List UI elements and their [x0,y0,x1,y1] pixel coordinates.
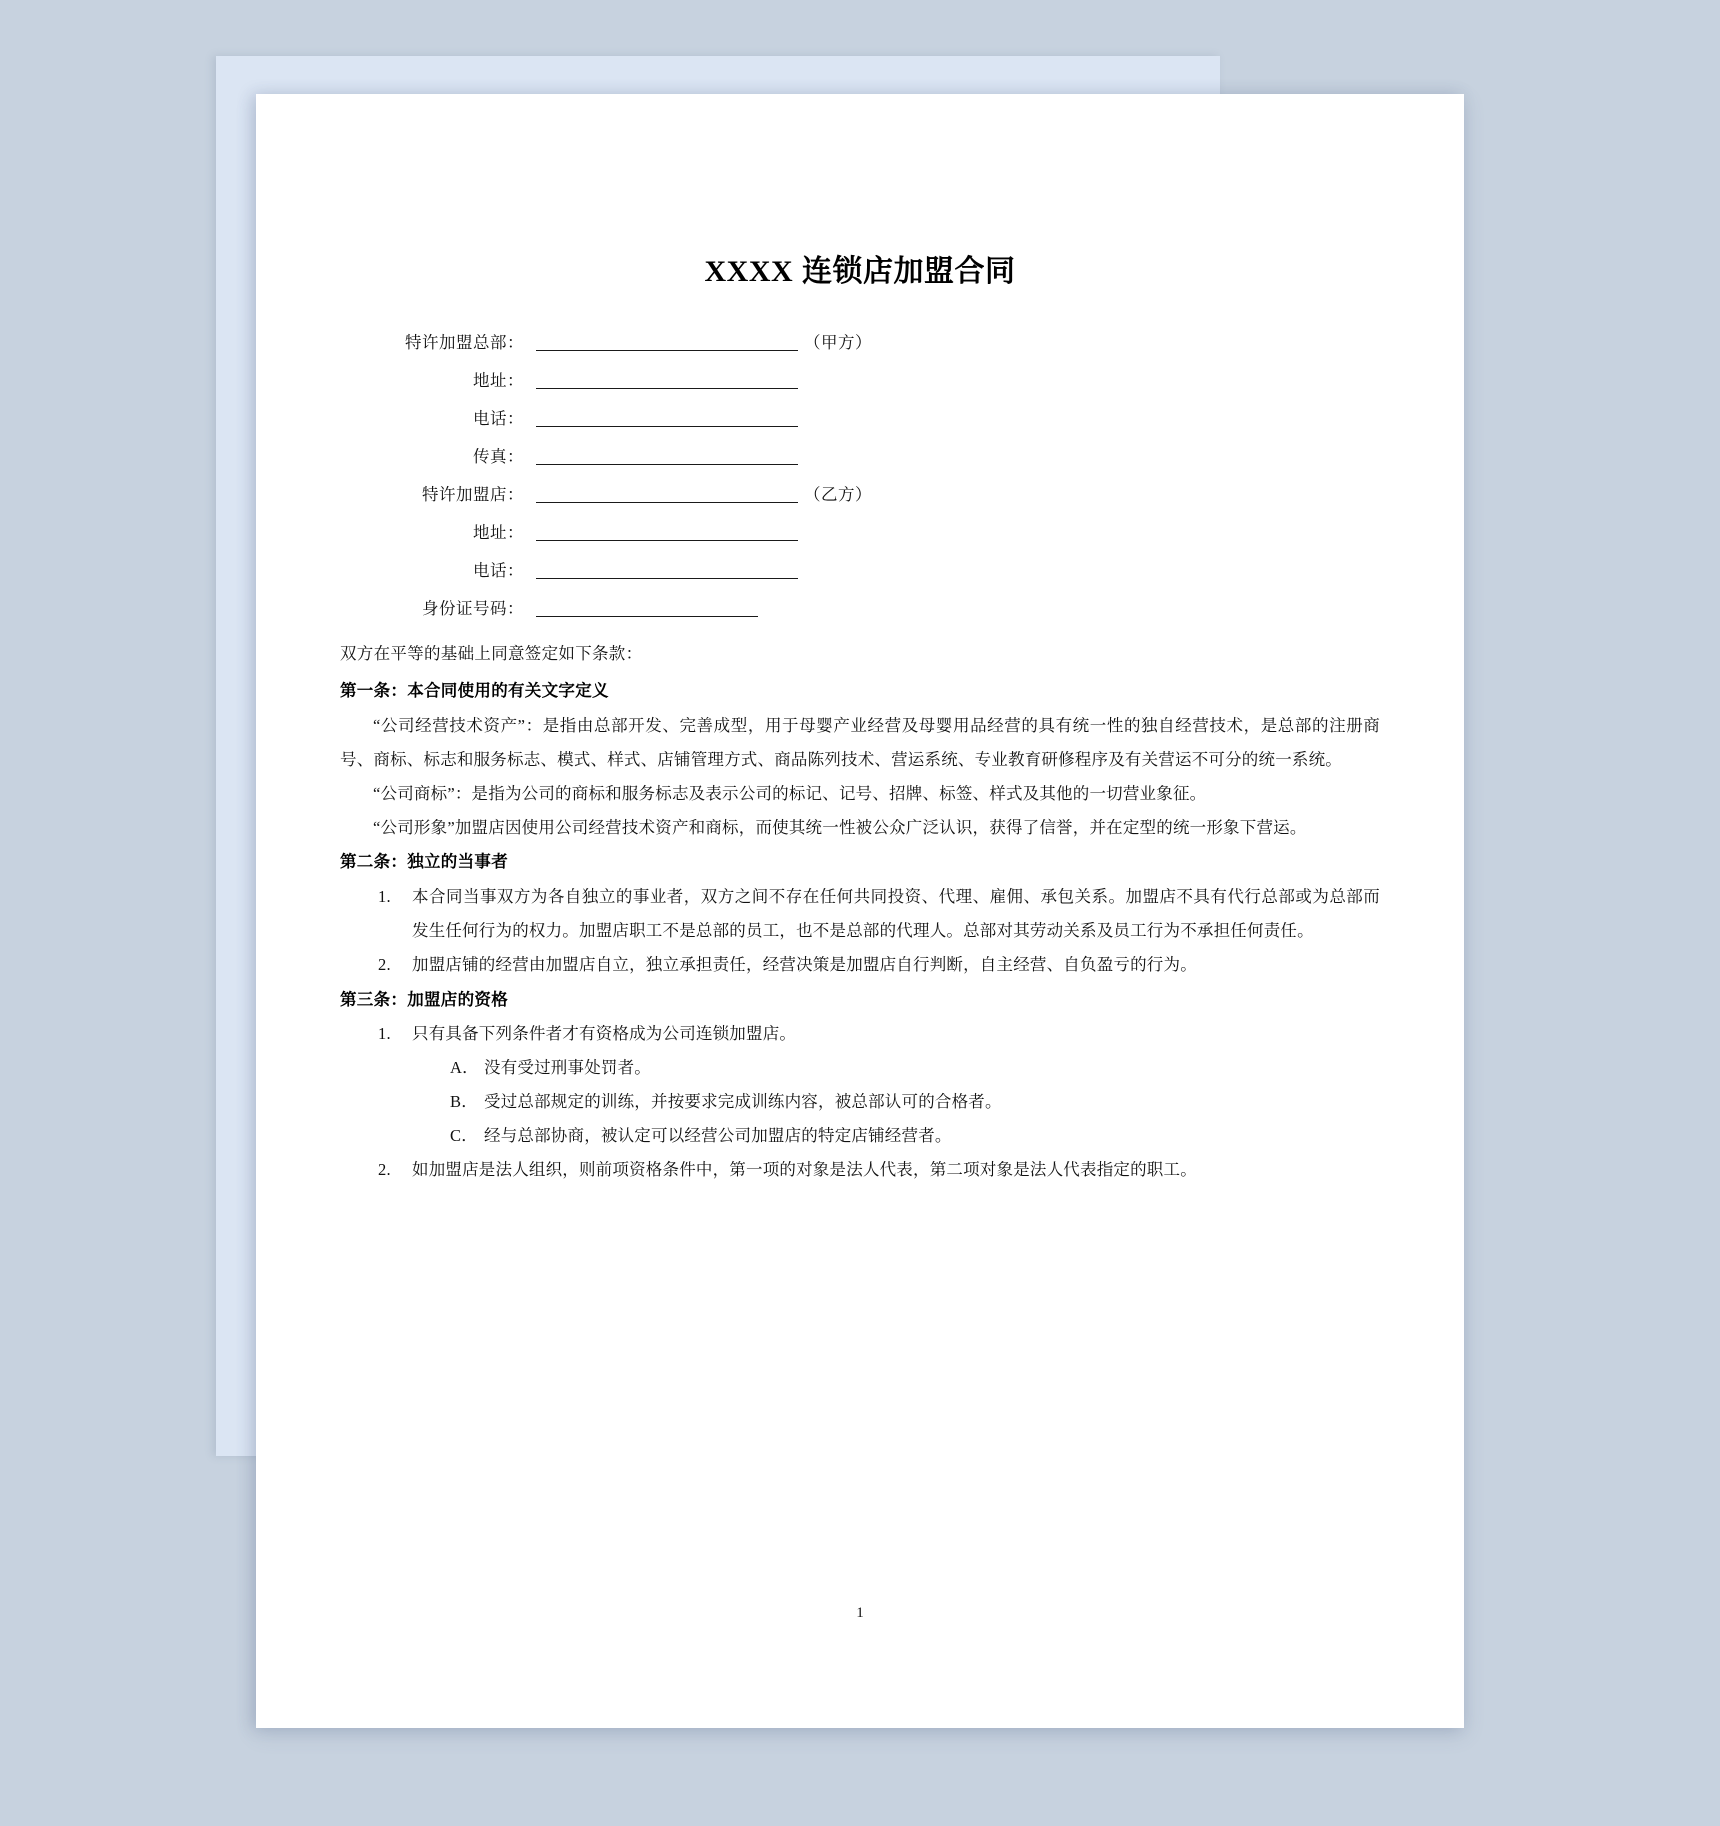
sub-list-marker: A． [450,1058,479,1078]
form-label: 电话： [473,408,524,428]
page-title [340,246,1380,290]
list-marker: 1. [378,1024,391,1044]
form-row-hq-fax [340,448,1380,465]
form-row-store-address [340,524,1380,541]
form-label: 特许加盟店： [422,484,524,504]
list-item-text: 加盟店铺的经营由加盟店自立，独立承担责任，经营决策是加盟店自行判断，自主经营、自负盈亏的行为。 [412,954,1197,974]
list-item-text: 只有具备下列条件者才有资格成为公司连锁加盟店。 [412,1024,797,1044]
sub-list-item-text: 受过总部规定的训练，并按要求完成训练内容，被总部认可的合格者。 [484,1092,1002,1112]
form-label: 身份证号码： [422,598,524,618]
clause-3-list-continued [340,1153,1380,1187]
list-item [340,880,1380,948]
form-label: 地址： [473,522,524,542]
clause-1-paragraph: “公司经营技术资产”：是指由总部开发、完善成型，用于母婴产业经营及母婴用品经营的具有统一性的独自经营技术，是总部的注册商号、商标、标志和服务标志、模式、样式、店铺管理方式、商品陈列技术、营运系统、专业教育研修程序及有关营运不可分的统一系统。 [340,716,1380,769]
page-number: 1 [856,1605,864,1621]
page-title-cjk: 连锁店加盟合同 [802,255,1016,288]
form-field-blank[interactable] [536,524,798,541]
intro-statement: 双方在平等的基础上同意签定如下条款： [340,644,643,663]
party-form-block [340,334,1380,617]
clause-1-paragraph: “公司商标”：是指为公司的商标和服务标志及表示公司的标记、记号、招牌、标签、样式及其他的一切营业象征。 [373,783,1207,803]
sub-list-item-text: 经与总部协商，被认定可以经营公司加盟店的特定店铺经营者。 [484,1125,952,1145]
clause-1-paragraph: “公司形象”加盟店因使用公司经营技术资产和商标，而使其统一性被公众广泛认识，获得了信誉，并在定型的统一形象下营运。 [373,817,1307,837]
document-page [256,94,1464,1728]
form-row-store-phone [340,562,1380,579]
sub-list-item-text: 没有受过刑事处罚者。 [484,1058,651,1078]
list-marker: 2. [378,954,391,974]
sub-list-marker: B． [450,1092,478,1112]
sub-list-item [340,1119,1380,1153]
form-label: 地址： [473,370,524,390]
sub-list-marker: C． [450,1125,478,1145]
form-field-blank[interactable] [536,372,798,389]
document-content [256,94,1464,1728]
list-item [340,1017,1380,1051]
form-field-blank[interactable] [536,334,798,351]
form-field-blank[interactable] [536,448,798,465]
list-marker: 1. [378,887,391,907]
sub-list-item [340,1051,1380,1085]
form-party-tag: （乙方） [804,484,872,504]
sub-list-item [340,1085,1380,1119]
form-field-blank[interactable] [536,410,798,427]
clause-heading-1: 第一条：本合同使用的有关文字定义 [340,682,609,701]
form-label: 传真： [473,446,524,466]
form-field-blank[interactable] [536,600,758,617]
form-row-hq-address [340,372,1380,389]
clause-3-list [340,1017,1380,1051]
clause-heading-3: 第三条：加盟店的资格 [340,990,508,1009]
list-marker: 2. [378,1159,391,1179]
page-title-latin: XXXX [704,255,794,288]
form-row-hq-phone [340,410,1380,427]
list-item-text: 本合同当事双方为各自独立的事业者，双方之间不存在任何共同投资、代理、雇佣、承包关系。加盟店不具有代行总部或为总部而发生任何行为的权力。加盟店职工不是总部的员工，也不是总部的代理人。总部对其劳动关系及员工行为不承担任何责任。 [412,887,1380,941]
clause-heading-2: 第二条：独立的当事者 [340,853,508,872]
list-item [340,1153,1380,1187]
form-label: 特许加盟总部： [405,332,524,352]
list-item [340,948,1380,982]
form-party-tag: （甲方） [804,332,872,352]
form-row-franchise-hq [340,334,1380,351]
form-field-blank[interactable] [536,486,798,503]
form-row-franchise-store [340,486,1380,503]
form-row-id-number [340,600,1380,617]
form-label: 电话： [473,560,524,580]
clause-2-list [340,880,1380,981]
list-item-text: 如加盟店是法人组织，则前项资格条件中，第一项的对象是法人代表，第二项对象是法人代表指定的职工。 [412,1159,1197,1179]
clause-3-sub-list [340,1051,1380,1152]
form-field-blank[interactable] [536,562,798,579]
